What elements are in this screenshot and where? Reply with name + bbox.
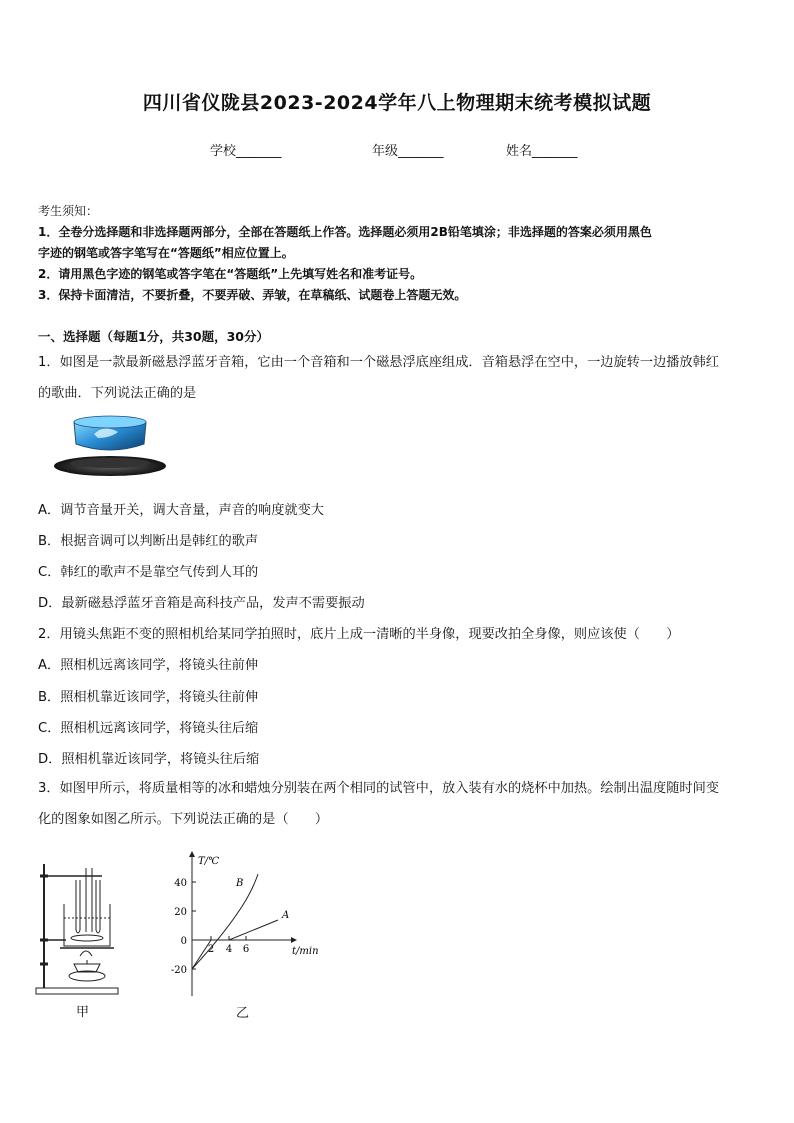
curve-b-label: B: [236, 878, 244, 889]
page-title: 四川省仪陇县2023-2024学年八上物理期末统考模拟试题: [142, 92, 652, 114]
notice-item: 字迹的钢笔或答字笔写在“答题纸”相应位置上。: [38, 246, 294, 260]
option-c[interactable]: C．照相机远离该同学，将镜头往后缩: [38, 721, 259, 736]
apparatus-figure: [30, 860, 130, 1000]
option-b[interactable]: B．根据音调可以判断出是韩红的歌声: [38, 534, 259, 549]
x-tick-label: 6: [242, 944, 250, 955]
notice-block: [38, 201, 758, 306]
option-a[interactable]: A．调节音量开关，调大音量，声音的响度就变大: [38, 503, 324, 518]
figure-caption-yi: 乙: [236, 1006, 250, 1021]
question-1-stem: [38, 347, 760, 409]
notice-heading: 考生须知：: [38, 204, 99, 218]
y-tick-label: 0: [180, 936, 187, 947]
x-axis-label: t/min: [292, 946, 319, 957]
question-text: 化的图象如图乙所示。下列说法正确的是（ ）: [38, 812, 329, 827]
question-text: 的歌曲．下列说法正确的是: [38, 386, 197, 401]
x-tick-label: 4: [225, 944, 233, 955]
notice-item: 2．请用黑色字迹的钢笔或答字笔在“答题纸”上先填写姓名和准考证号。: [38, 267, 423, 281]
y-tick-label: 40: [174, 878, 187, 889]
x-tick-label: 2: [207, 944, 215, 955]
school-field[interactable]: 学校_______: [210, 144, 282, 159]
y-tick-label: 20: [174, 907, 187, 918]
y-axis-label: T/℃: [198, 856, 220, 867]
option-b[interactable]: B．照相机靠近该同学，将镜头往前伸: [38, 690, 259, 705]
y-tick-label: -20: [170, 965, 187, 976]
question-text: 1．如图是一款最新磁悬浮蓝牙音箱，它由一个音箱和一个磁悬浮底座组成．音箱悬浮在空中，一边旋转一边播放韩红: [38, 355, 719, 370]
notice-item: 3．保持卡面清洁，不要折叠，不要弄破、弄皱，在草稿纸、试题卷上答题无效。: [38, 288, 467, 302]
option-a[interactable]: A．照相机远离该同学，将镜头往前伸: [38, 658, 259, 673]
name-field[interactable]: 姓名_______: [506, 144, 578, 159]
notice-item: 1．全卷分选择题和非选择题两部分，全部在答题纸上作答。选择题必须用2B铅笔填涂；非选择题的答案必须用黑色: [38, 225, 652, 239]
question-3-stem: [38, 773, 760, 835]
question-text: 3．如图甲所示，将质量相等的冰和蜡烛分别装在两个相同的试管中，放入装有水的烧杯中加热。绘制出温度随时间变: [38, 781, 719, 796]
temperature-graph: [168, 850, 328, 1000]
section-heading: 一、选择题（每题1分，共30题，30分）: [38, 329, 269, 344]
curve-a: [192, 920, 278, 969]
grade-field[interactable]: 年级_______: [372, 144, 444, 159]
question-2-stem: 2．用镜头焦距不变的照相机给某同学拍照时，底片上成一清晰的半身像，现要改拍全身像，则应该使（ ）: [38, 627, 680, 642]
option-c[interactable]: C．韩红的歌声不是靠空气传到人耳的: [38, 565, 259, 580]
option-d[interactable]: D．最新磁悬浮蓝牙音箱是高科技产品，发声不需要振动: [38, 596, 365, 611]
figure-caption-jia: 甲: [76, 1005, 90, 1020]
speaker-image: [52, 414, 172, 484]
curve-a-label: A: [282, 910, 290, 921]
option-d[interactable]: D．照相机靠近该同学，将镜头往后缩: [38, 752, 260, 767]
